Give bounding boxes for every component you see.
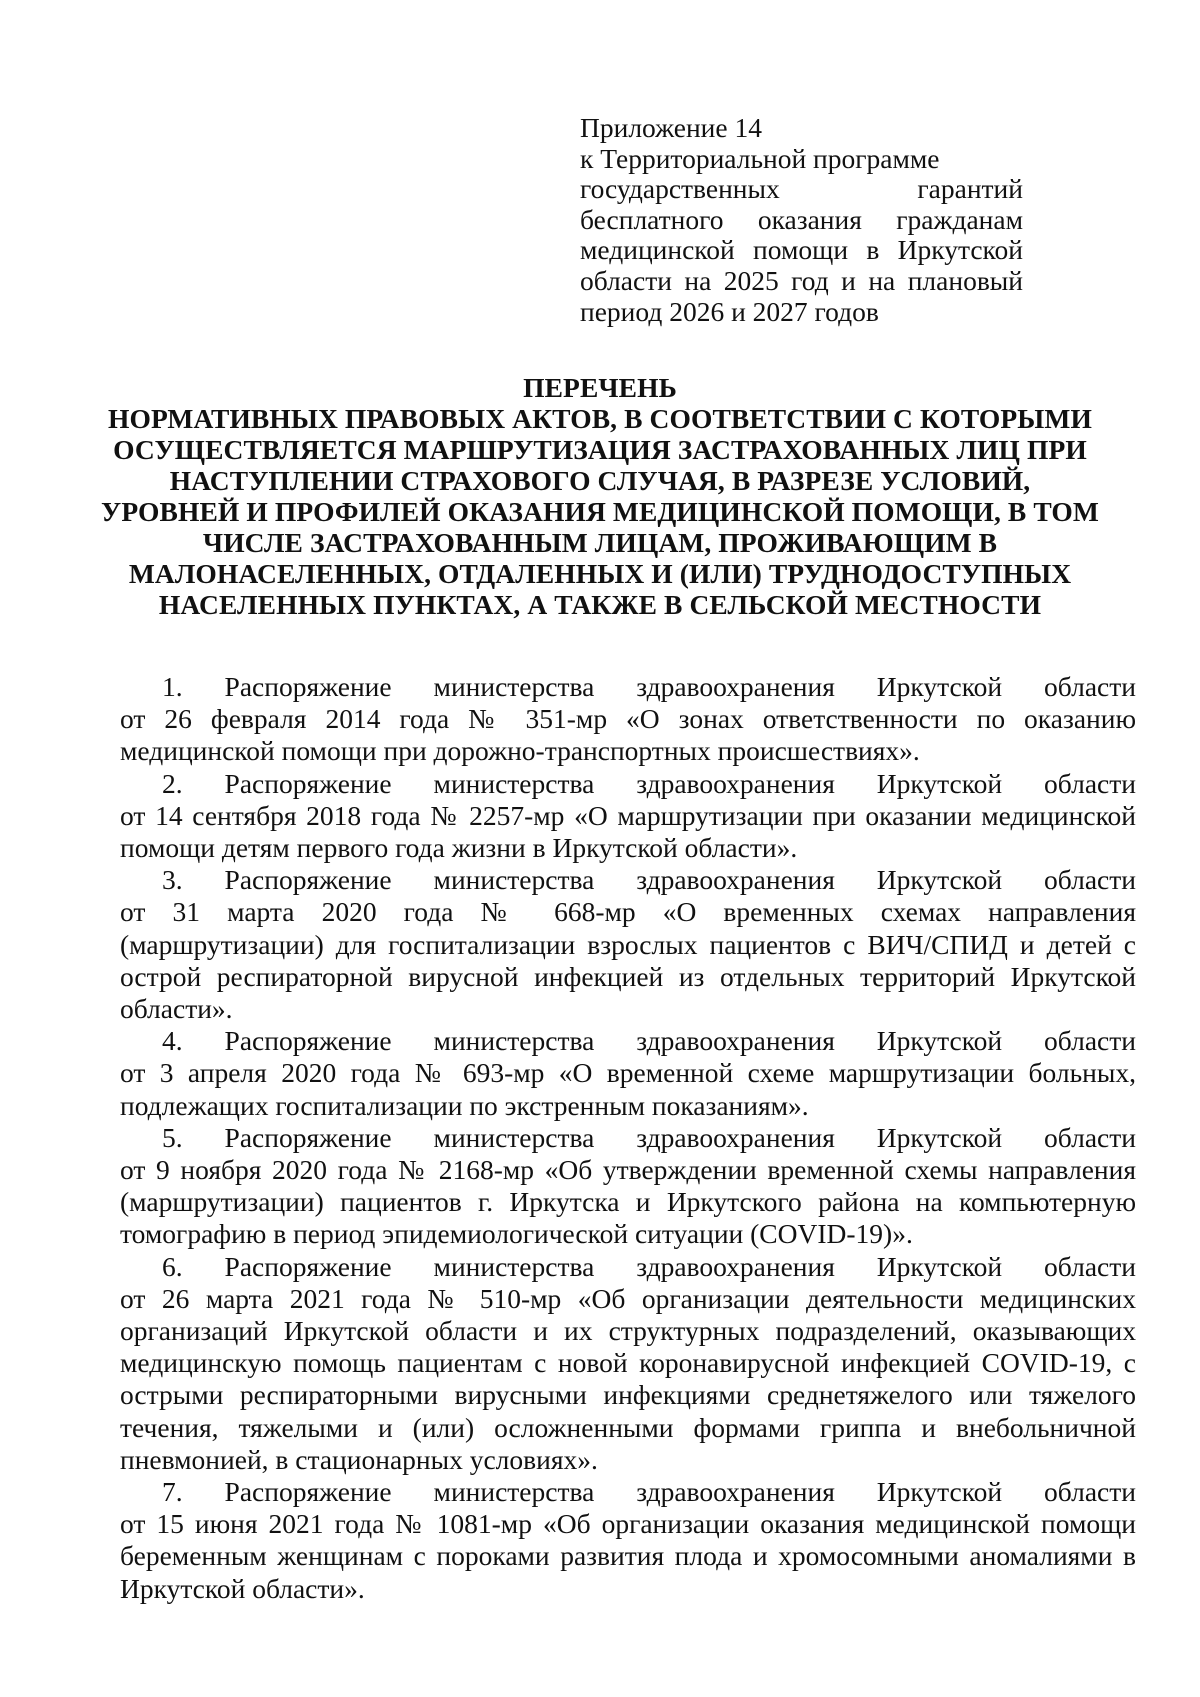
title-line: ЧИСЛЕ ЗАСТРАХОВАННЫМ ЛИЦАМ, ПРОЖИВАЮЩИМ В — [202, 527, 998, 558]
item-line: подлежащих госпитализации по экстренным показаниям». — [120, 1089, 809, 1121]
item-line: 6. Распоряжение министерства здравоохранения Иркутской области — [162, 1250, 1136, 1282]
appendix-line: бесплатного оказания гражданам — [580, 203, 1023, 235]
item-line: беременным женщинам с пороками развития плода и хромосомными аномалиями в — [120, 1540, 1136, 1572]
item-line: организаций Иркутской области и их структурных подразделений, оказывающих — [120, 1315, 1136, 1347]
title-line: ПЕРЕЧЕНЬ — [523, 372, 677, 403]
appendix-line: Приложение 14 — [580, 112, 762, 143]
item-line: от 9 ноября 2020 года № 2168-мр «Об утверждении временной схемы направления — [120, 1154, 1136, 1186]
appendix-block — [580, 113, 1023, 327]
item-line: (маршрутизации) пациентов г. Иркутска и Иркутского района на компьютерную — [120, 1186, 1136, 1218]
list-item — [120, 864, 1136, 1025]
item-line: медицинскую помощь пациентам с новой коронавирусной инфекцией COVID-19, с — [120, 1347, 1136, 1379]
acts-list — [120, 671, 1136, 1605]
list-item — [120, 1476, 1136, 1605]
item-line: (маршрутизации) для госпитализации взрослых пациентов с ВИЧ/СПИД и детей с — [120, 928, 1136, 960]
list-item — [120, 1025, 1136, 1122]
item-line: 1. Распоряжение министерства здравоохранения Иркутской области — [162, 671, 1136, 702]
item-line: 2. Распоряжение министерства здравоохранения Иркутской области — [162, 767, 1136, 799]
item-line: помощи детям первого года жизни в Иркутской области». — [120, 832, 798, 864]
item-line: области». — [120, 993, 233, 1025]
item-line: Иркутской области». — [120, 1572, 365, 1604]
item-line: течения, тяжелыми и (или) осложненными формами гриппа и внебольничной — [120, 1411, 1136, 1443]
item-line: от 31 марта 2020 года № 668-мр «О временных схемах направления — [120, 896, 1136, 928]
appendix-line: к Территориальной программе — [580, 142, 940, 174]
item-line: от 15 июня 2021 года № 1081-мр «Об организации оказания медицинской помощи — [120, 1508, 1136, 1540]
appendix-line: период 2026 и 2027 годов — [580, 295, 879, 327]
list-item — [120, 671, 1136, 768]
appendix-line: медицинской помощи в Иркутской — [580, 234, 1023, 266]
title-line: МАЛОНАСЕЛЕННЫХ, ОТДАЛЕННЫХ И (ИЛИ) ТРУДНОДОСТУПНЫХ — [128, 558, 1072, 589]
list-item — [120, 768, 1136, 865]
item-line: медицинской помощи при дорожно-транспортных происшествиях». — [120, 735, 920, 767]
title-line: НОРМАТИВНЫХ ПРАВОВЫХ АКТОВ, В СООТВЕТСТВИИ С КОТОРЫМИ — [108, 403, 1092, 434]
title-line: НАСТУПЛЕНИИ СТРАХОВОГО СЛУЧАЯ, В РАЗРЕЗЕ УСЛОВИЙ, — [169, 465, 1031, 496]
document-title — [100, 372, 1100, 620]
item-line: от 26 февраля 2014 года № 351-мр «О зонах ответственности по оказанию — [120, 703, 1136, 735]
appendix-line: государственных гарантий — [580, 173, 1023, 205]
list-item — [120, 1251, 1136, 1476]
item-line: от 26 марта 2021 года № 510-мр «Об организации деятельности медицинских — [120, 1282, 1136, 1314]
appendix-line: области на 2025 год и на плановый — [580, 264, 1023, 296]
item-line: острыми респираторными вирусными инфекциями среднетяжелого или тяжелого — [120, 1379, 1136, 1411]
list-item — [120, 1122, 1136, 1251]
item-line: 5. Распоряжение министерства здравоохранения Иркутской области — [162, 1121, 1136, 1153]
item-line: острой респираторной вирусной инфекцией из отдельных территорий Иркутской — [120, 960, 1136, 992]
title-line: ОСУЩЕСТВЛЯЕТСЯ МАРШРУТИЗАЦИЯ ЗАСТРАХОВАННЫХ ЛИЦ ПРИ — [113, 434, 1087, 465]
item-line: пневмонией, в стационарных условиях». — [120, 1443, 598, 1475]
item-line: 3. Распоряжение министерства здравоохранения Иркутской области — [162, 864, 1136, 896]
item-line: от 14 сентября 2018 года № 2257-мр «О маршрутизации при оказании медицинской — [120, 799, 1136, 831]
item-line: томографию в период эпидемиологической ситуации (COVID-19)». — [120, 1218, 913, 1250]
item-line: от 3 апреля 2020 года № 693-мр «О временной схеме маршрутизации больных, — [120, 1057, 1136, 1089]
title-line: УРОВНЕЙ И ПРОФИЛЕЙ ОКАЗАНИЯ МЕДИЦИНСКОЙ ПОМОЩИ, В ТОМ — [101, 496, 1099, 527]
item-line: 4. Распоряжение министерства здравоохранения Иркутской области — [162, 1025, 1136, 1057]
item-line: 7. Распоряжение министерства здравоохранения Иркутской области — [162, 1476, 1136, 1508]
title-line: НАСЕЛЕННЫХ ПУНКТАХ, А ТАКЖЕ В СЕЛЬСКОЙ МЕСТНОСТИ — [158, 589, 1042, 620]
